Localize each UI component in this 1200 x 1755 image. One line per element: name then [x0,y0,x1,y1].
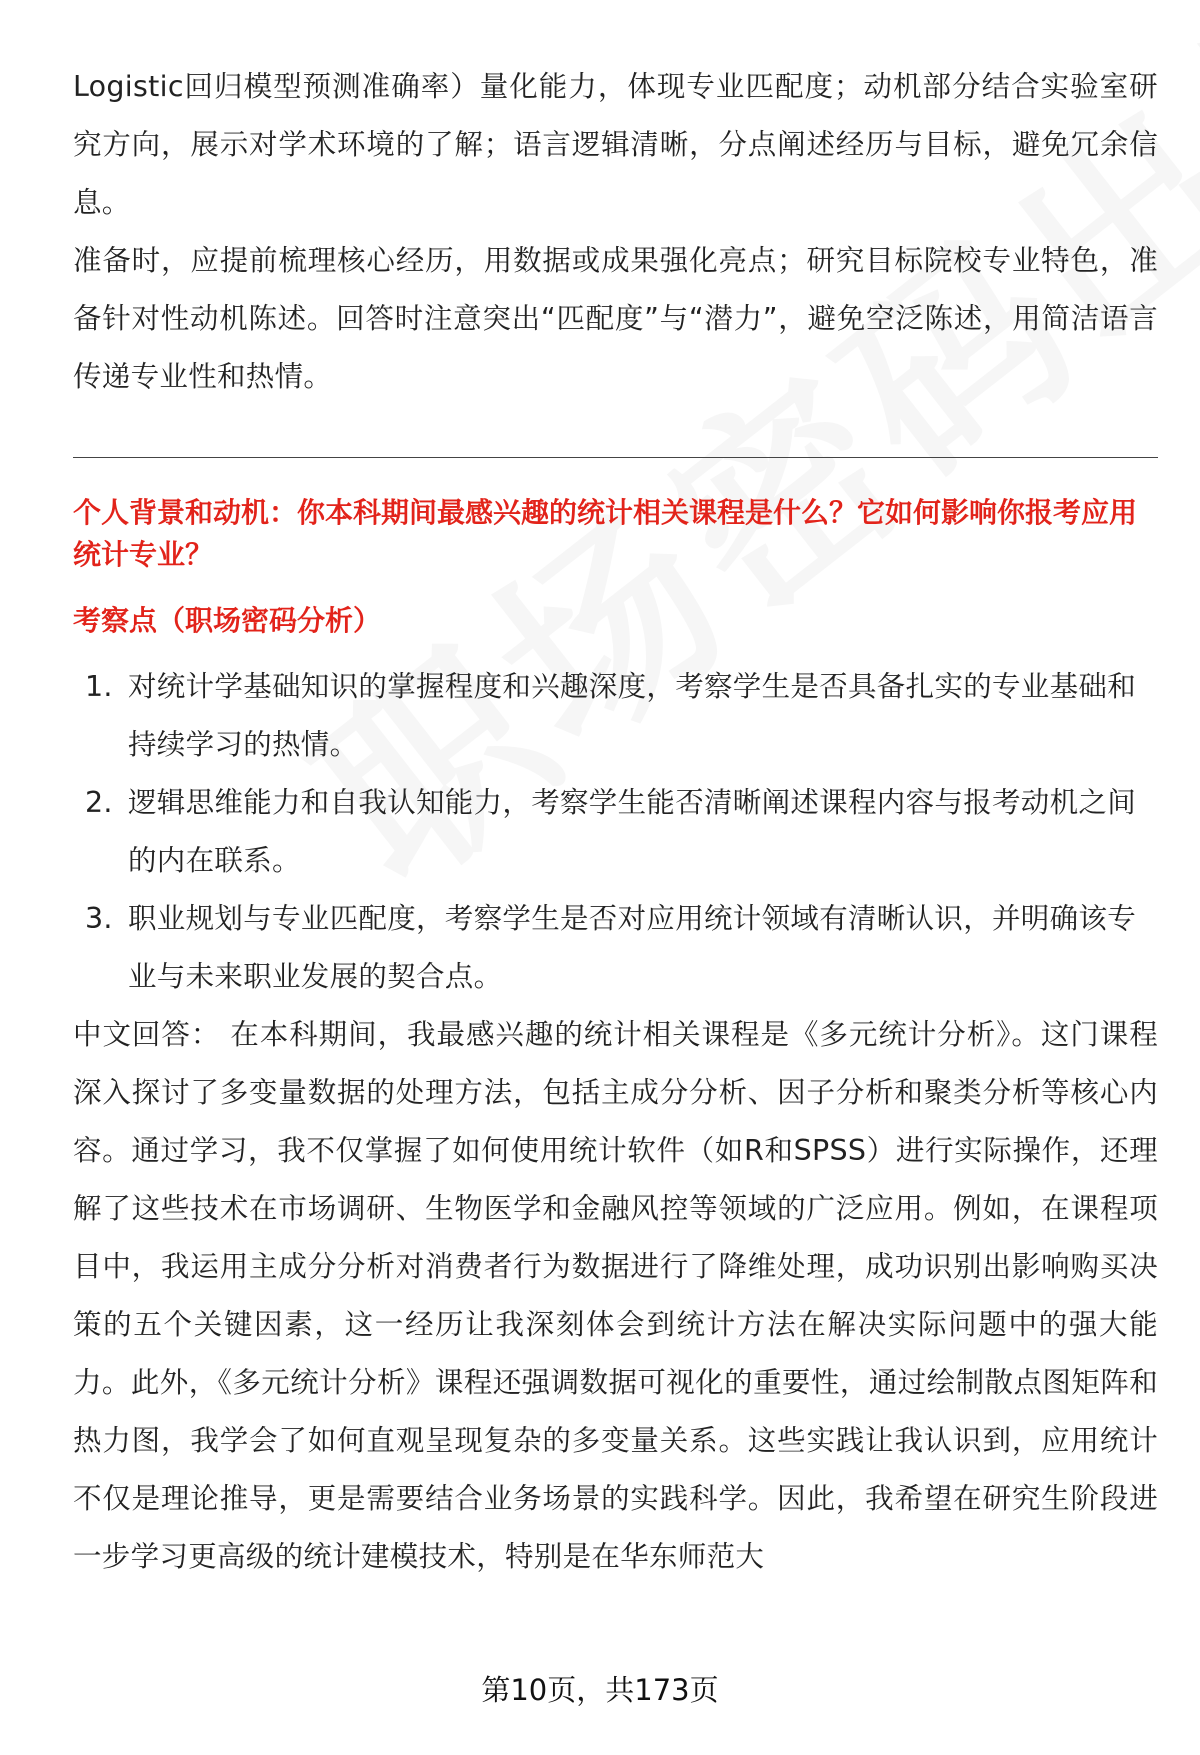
list-item-number: 2. [85,786,113,819]
answer-paragraph: 中文回答： 在本科期间，我最感兴趣的统计相关课程是《多元统计分析》。这门课程深入探讨了多变量数据的处理方法，包括主成分分析、因子分析和聚类分析等核心内容。通过学习，我不仅掌握了如何使用统计软件（如R和SPSS）进行实际操作，还理解了这些技术在市场调研、生物医学和金融风控等领域的广泛应用。例如，在课程项目中，我运用主成分分析对消费者行为数据进行了降维处理，成功识别出影响购买决策的五个关键因素，这一经历让我深刻体会到统计方法在解决实际问题中的强大能力。此外，《多元统计分析》课程还强调数据可视化的重要性，通过绘制散点图矩阵和热力图，我学会了如何直观呈现复杂的多变量关系。这些实践让我认识到，应用统计不仅是理论推导，更是需要结合业务场景的实践科学。因此，我希望在研究生阶段进一步学习更高级的统计建模技术，特别是在华东师范大 [73,1018,1158,1573]
list-item-text: 逻辑思维能力和自我认知能力，考察学生能否清晰阐述课程内容与报考动机之间的内在联系。 [128,786,1137,877]
intro-paragraph-2: 准备时，应提前梳理核心经历，用数据或成果强化亮点；研究目标院校专业特色，准备针对性动机陈述。回答时注意突出“匹配度”与“潜力”，避免空泛陈述，用简洁语言传递专业性和热情。 [73,244,1158,393]
list-item-number: 3. [85,902,113,935]
list-item-text: 职业规划与专业匹配度，考察学生是否对应用统计领域有清晰认识，并明确该专业与未来职业发展的契合点。 [128,902,1137,993]
section-divider [73,457,1158,458]
question-title: 个人背景和动机：你本科期间最感兴趣的统计相关课程是什么？它如何影响你报考应用统计专业？ [73,496,1138,571]
points-list [73,658,1158,1006]
list-item [73,890,1158,1006]
intro-paragraph-1: Logistic回归模型预测准确率）量化能力，体现专业匹配度；动机部分结合实验室研究方向，展示对学术环境的了解；语言逻辑清晰，分点阐述经历与目标，避免冗余信息。 [73,70,1158,219]
document-page [73,58,1158,1586]
list-item-text: 对统计学基础知识的掌握程度和兴趣深度，考察学生是否具备扎实的专业基础和持续学习的热情。 [128,670,1137,761]
list-item-number: 1. [85,670,113,703]
list-item [73,658,1158,774]
page-footer: 第10页，共173页 [481,1673,719,1707]
list-item [73,774,1158,890]
points-heading: 考察点（职场密码分析） [73,604,382,637]
